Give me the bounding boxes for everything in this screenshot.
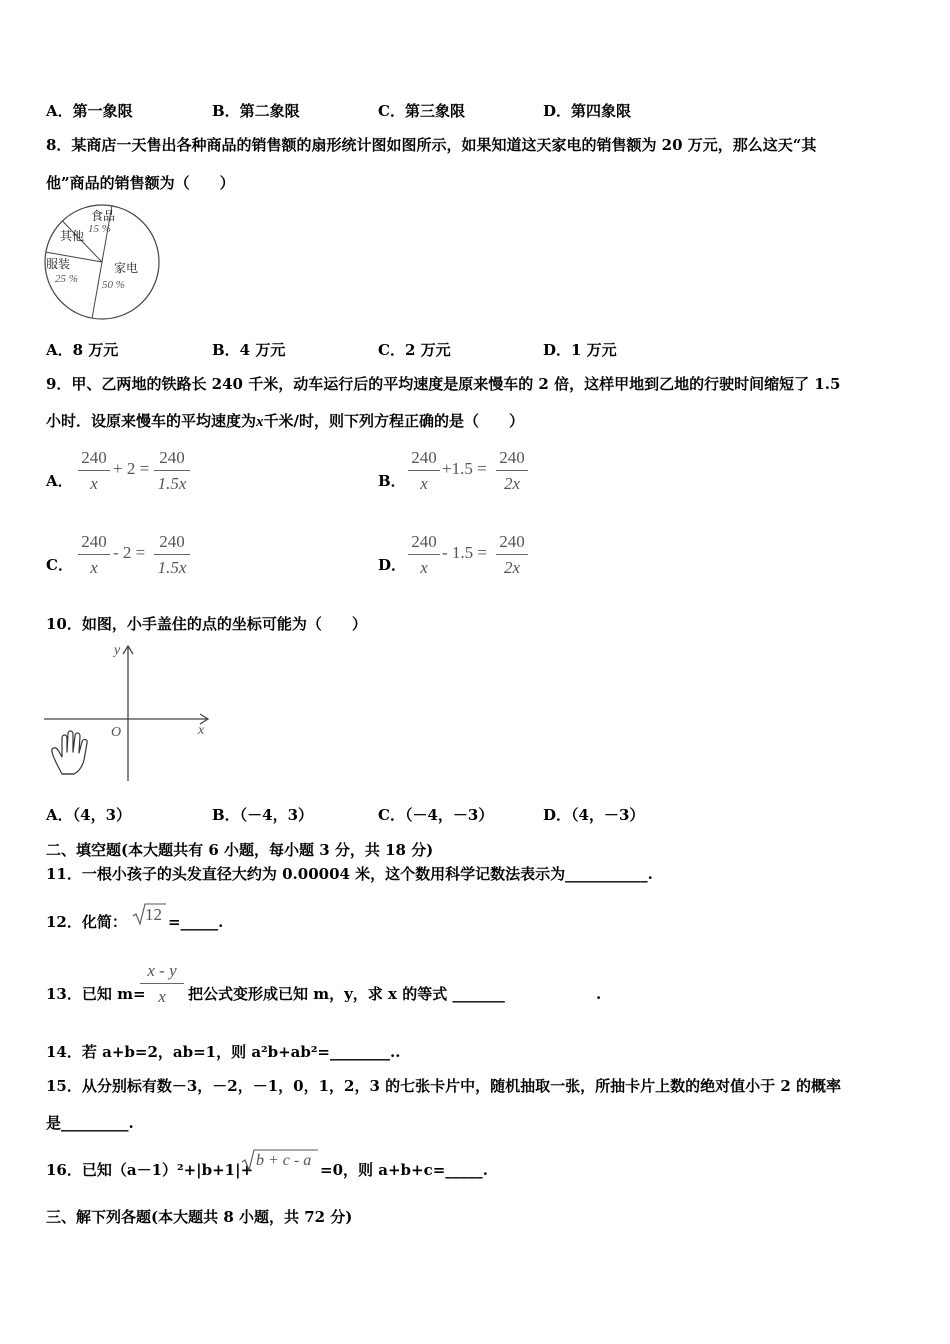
q8-option-c: C．2 万元: [378, 341, 451, 359]
q7-option-c: C．第三象限: [378, 102, 465, 120]
q12-pre: 12．化简：: [46, 913, 127, 931]
y-axis-label: y: [114, 643, 121, 658]
q9-b-frac1: 240 x: [408, 449, 440, 492]
pie-value-clothing: 25 %: [55, 273, 78, 285]
q9-c-frac1: 240 x: [78, 533, 110, 576]
q8-line1: 8．某商店一天售出各种商品的销售额的扇形统计图如图所示，如果知道这天家电的销售额为 20 万元，那么这天“其: [46, 136, 817, 154]
q13-end: .: [596, 985, 602, 1003]
q7-option-b: B．第二象限: [212, 102, 300, 120]
q9-a-op: + 2 =: [113, 459, 150, 478]
q10-option-b: B．（－4，3）: [212, 806, 314, 824]
pie-slice-boundary: [92, 262, 102, 318]
q9-a-frac2: 240 1.5x: [154, 449, 190, 492]
section2-heading: 二、填空题(本大题共有 6 小题，每小题 3 分，共 18 分): [46, 841, 434, 859]
q9-c-frac2: 240 1.5x: [154, 533, 190, 576]
coordinate-figure: [40, 640, 220, 785]
q9-b-frac2: 240 2x: [496, 449, 528, 492]
q16-pre: 16．已知（a－1）²+|b+1|+: [46, 1161, 254, 1179]
q10-option-a: A．（4，3）: [46, 806, 132, 824]
q13-post: 把公式变形成已知 m，y，求 x 的等式 _______: [188, 985, 505, 1003]
q12-radicand: 12: [145, 905, 162, 924]
q13-fraction: x - y x: [140, 962, 184, 1005]
q14: 14．若 a+b=2，ab=1，则 a²b+ab²=________..: [46, 1043, 401, 1061]
pie-chart: [40, 200, 165, 325]
q9-d-frac2: 240 2x: [496, 533, 528, 576]
x-axis-label: x: [198, 723, 205, 738]
pie-label-food: 食品: [91, 209, 116, 223]
q8-line2: 他”商品的销售额为（ ）: [46, 174, 235, 192]
q7-option-d: D．第四象限: [543, 102, 632, 120]
hand-icon: [52, 731, 87, 774]
q16-radicand: b + c - a: [256, 1152, 312, 1169]
pie-label-other: 其他: [60, 229, 85, 243]
q9-c-op: - 2 =: [113, 543, 146, 562]
q15-line2: 是_________.: [46, 1114, 134, 1132]
q9-b-op: +1.5 =: [442, 459, 487, 478]
section3-heading: 三、解下列各题(本大题共 8 小题，共 72 分): [46, 1208, 353, 1226]
q9-line2: 小时．设原来慢车的平均速度为x千米/时，则下列方程正确的是（ ）: [46, 412, 524, 430]
q8-option-a: A．8 万元: [46, 341, 119, 359]
q8-option-b: B．4 万元: [212, 341, 286, 359]
q10-option-d: D．（4，－3）: [543, 806, 645, 824]
q7-option-a: A．第一象限: [46, 102, 133, 120]
pie-label-clothing: 服装: [46, 257, 71, 271]
q15-line1: 15．从分别标有数－3，－2，－1，0，1，2，3 的七张卡片中，随机抽取一张，所抽卡片上数的绝对值小于 2 的概率: [46, 1077, 842, 1095]
q11: 11．一根小孩子的头发直径大约为 0.00004 米，这个数用科学记数法表示为___________.: [46, 865, 653, 883]
q9-line1: 9．甲、乙两地的铁路长 240 千米，动车运行后的平均速度是原来慢车的 2 倍，这样甲地到乙地的行驶时间缩短了 1.5: [46, 375, 841, 393]
q9-option-a-label: A．: [46, 472, 73, 490]
q9-option-c-label: C．: [46, 556, 73, 574]
q12-post: =_____.: [168, 913, 224, 931]
q16-post: =0，则 a+b+c=_____.: [320, 1161, 488, 1179]
pie-value-food: 15 %: [88, 223, 111, 235]
origin-label: O: [111, 725, 122, 740]
pie-value-appliance: 50 %: [102, 279, 125, 291]
pie-label-appliance: 家电: [114, 261, 139, 275]
q13-pre: 13．已知 m=: [46, 985, 146, 1003]
q9-d-frac1: 240 x: [408, 533, 440, 576]
q9-option-d-label: D．: [378, 556, 407, 574]
q9-d-op: - 1.5 =: [442, 543, 487, 562]
q10-line1: 10．如图，小手盖住的点的坐标可能为（ ）: [46, 615, 367, 633]
q9-a-frac1: 240 x: [78, 449, 110, 492]
q9-option-b-label: B．: [378, 472, 406, 490]
q10-option-c: C．（－4，－3）: [378, 806, 494, 824]
q8-option-d: D．1 万元: [543, 341, 617, 359]
